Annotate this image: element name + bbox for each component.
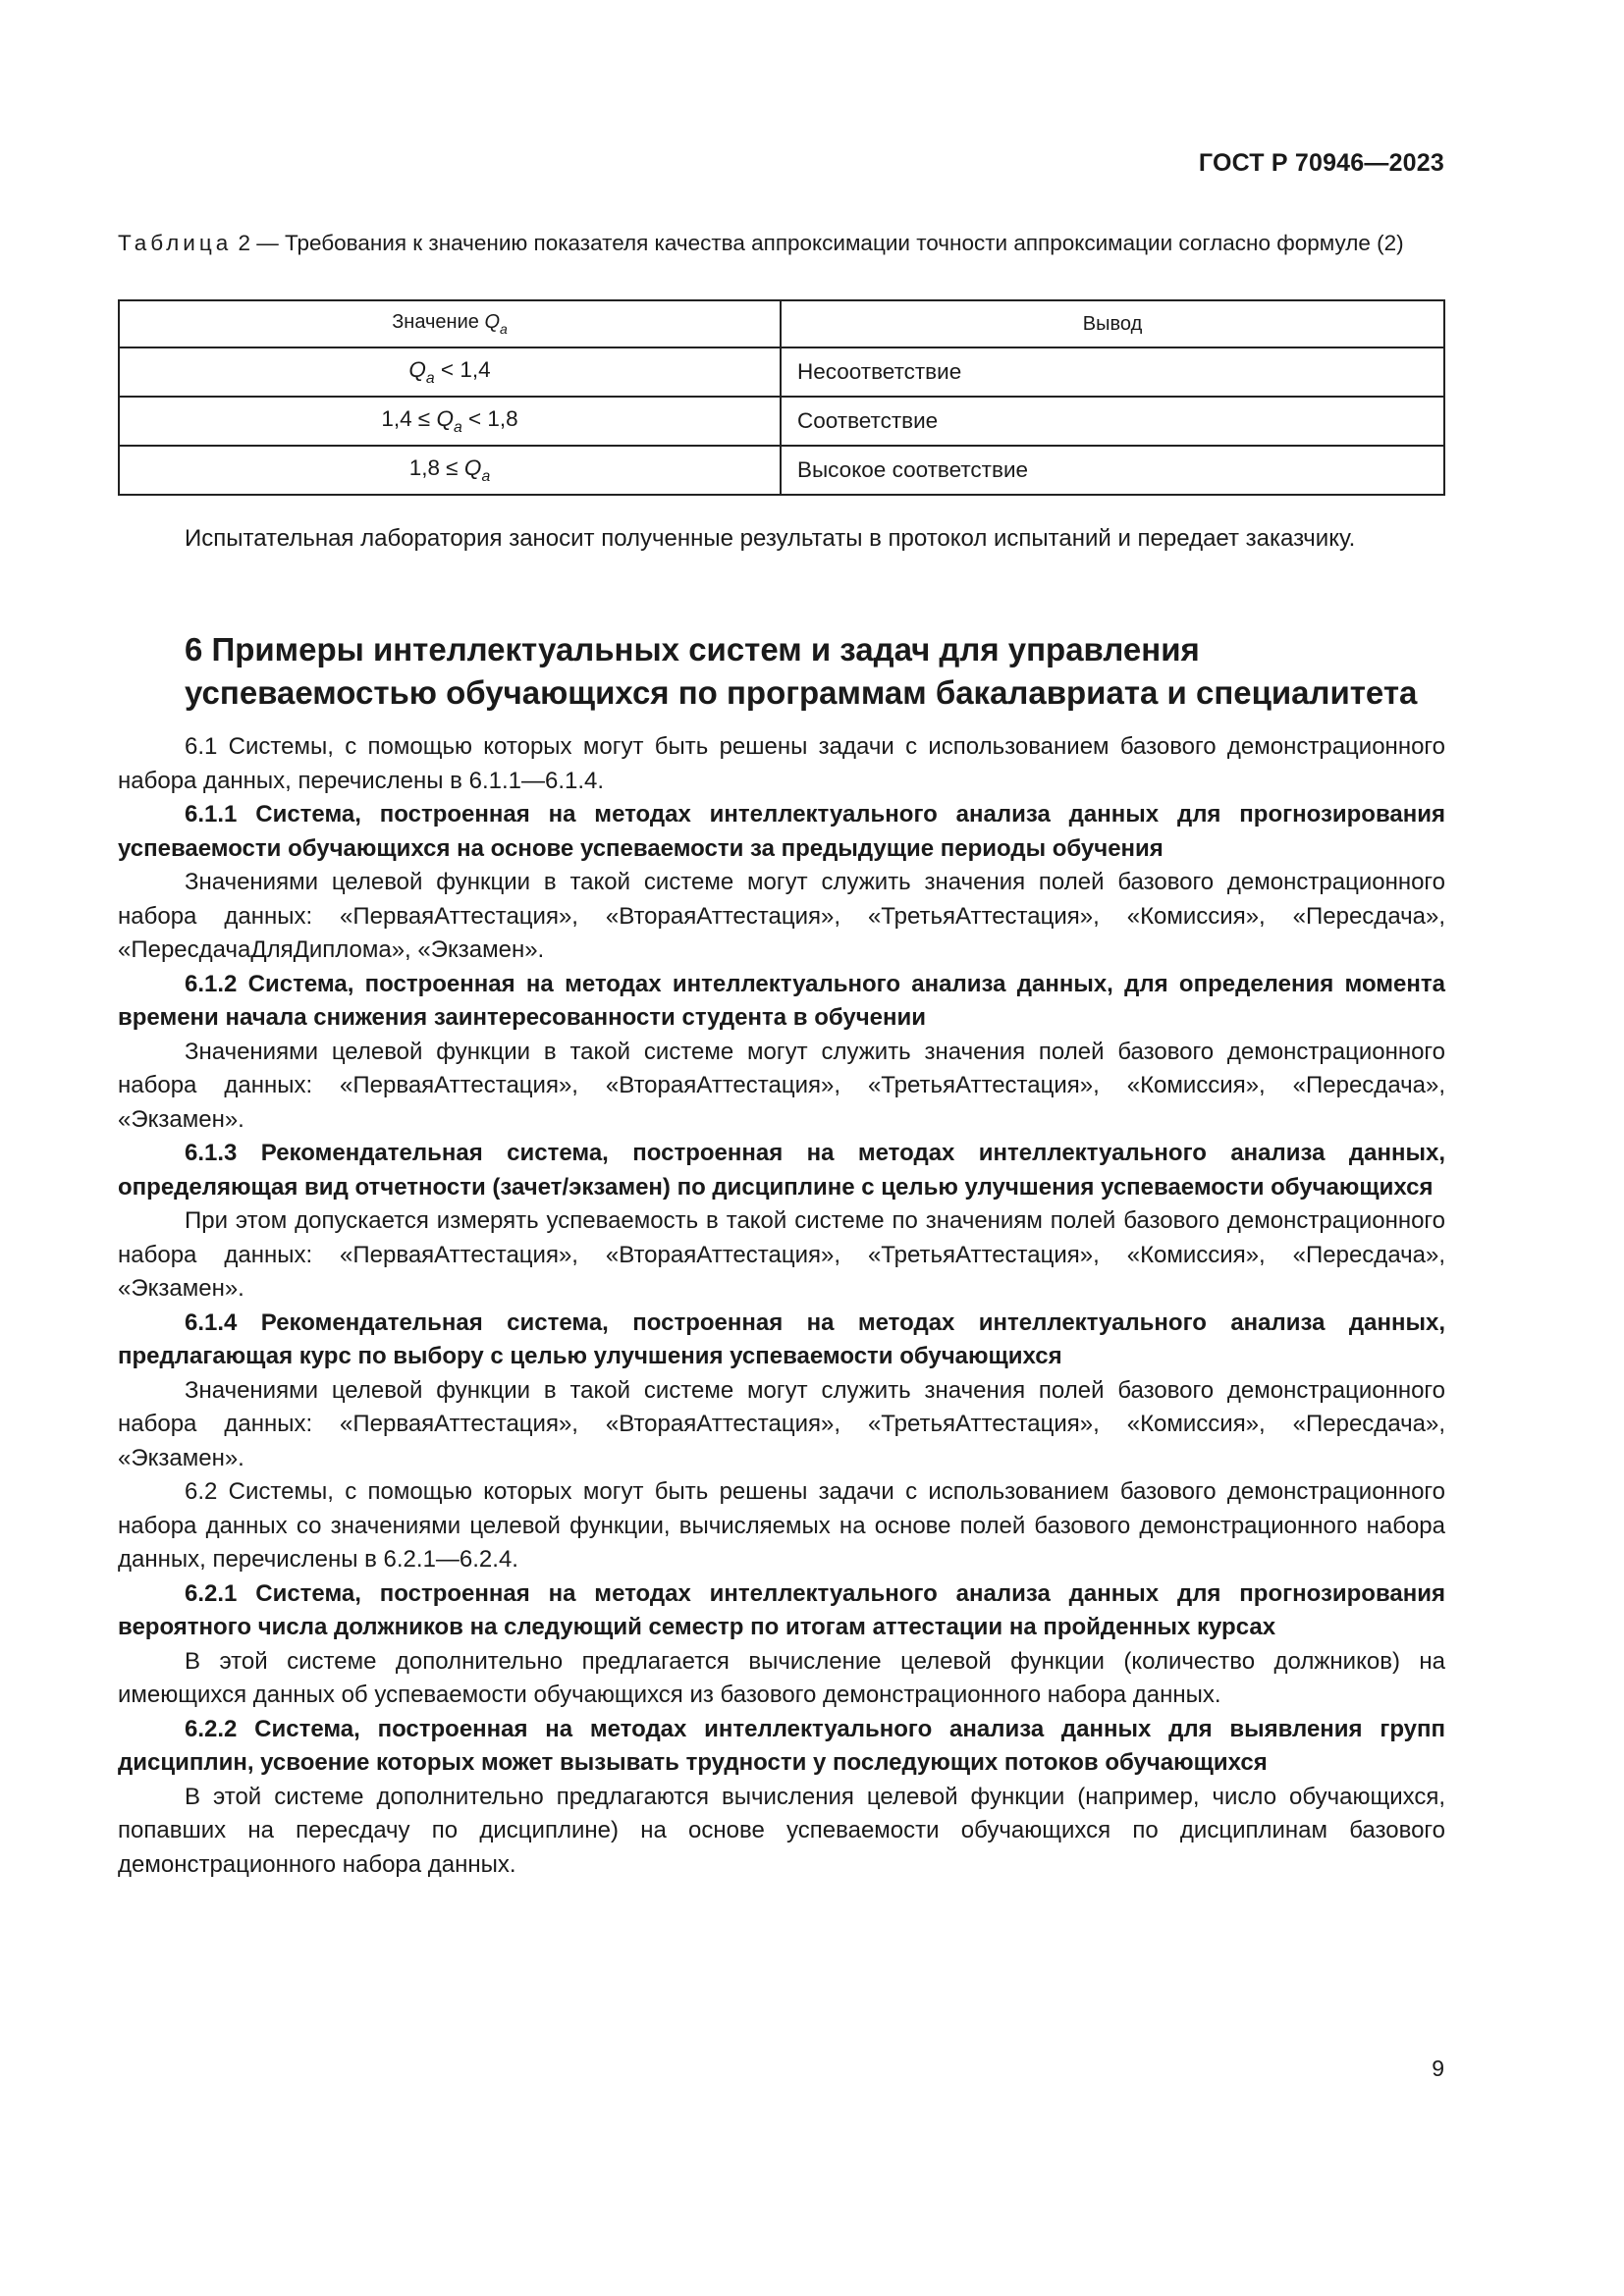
table-cell-verdict: Соответствие: [781, 397, 1444, 446]
page-number: 9: [1432, 2056, 1444, 2081]
paragraph-6-1-3: При этом допускается измерять успеваемость в такой системе по значениям полей базового демонстрационного набора данных: «ПерваяАттестация», «ВтораяАттестация», «ТретьяАттестация», «Комиссия», «Пересдача», «Экзамен».: [118, 1207, 1445, 1302]
paragraph-6-2-1: В этой системе дополнительно предлагается вычисление целевой функции (количество должников) на имеющихся данных об успеваемости обучающихся из базового демонстрационного набора данных.: [118, 1647, 1445, 1708]
after-table-block: [118, 522, 1445, 557]
table-cell-range: $1,4 \le Q_a < 1,8$: [119, 397, 781, 446]
column-header-value: Значение $Q_a$: [119, 300, 781, 347]
table-cell-verdict: Высокое соответствие: [781, 446, 1444, 495]
table-header-row: [119, 300, 1444, 347]
heading-6-2-1: 6.2.1 Система, построенная на методах интеллектуального анализа данных для прогнозирования вероятного числа должников на следующий семестр по итогам аттестации на пройденных курсах: [118, 1579, 1445, 1640]
heading-6-1-2: 6.1.2 Система, построенная на методах интеллектуального анализа данных, для определения момента времени начала снижения заинтересованности студента в обучении: [118, 970, 1445, 1031]
table-cell-range: $Q_a < 1,4$: [119, 347, 781, 397]
paragraph-6-1: 6.1 Системы, с помощью которых могут быть решены задачи с использованием базового демонстрационного набора данных, перечислены в 6.1.1—6.1.4.: [118, 733, 1445, 794]
table-row: [119, 347, 1444, 397]
column-header-verdict: Вывод: [781, 300, 1444, 347]
table-row: [119, 397, 1444, 446]
after-table-paragraph: Испытательная лаборатория заносит полученные результаты в протокол испытаний и передает заказчику.: [185, 525, 1356, 552]
section-6-heading: 6 Примеры интеллектуальных систем и задач для управления успеваемостью обучающихся по программам бакалавриата и специалитета: [185, 631, 1418, 711]
table-caption: [118, 228, 1445, 259]
heading-6-1-3: 6.1.3 Рекомендательная система, построенная на методах интеллектуального анализа данных, определяющая вид отчетности (зачет/экзамен) по дисциплине с целью улучшения успеваемости обучающихся: [118, 1140, 1445, 1201]
heading-6-2-2: 6.2.2 Система, построенная на методах интеллектуального анализа данных для выявления групп дисциплин, усвоение которых может вызывать трудности у последующих потоков обучающихся: [118, 1715, 1445, 1776]
table-row: [119, 446, 1444, 495]
paragraph-6-2-2: В этой системе дополнительно предлагаются вычисления целевой функции (например, число обучающихся, попавших на пересдачу по дисциплине) на основе успеваемости обучающихся по дисциплинам базового демонстрационного набора данных.: [118, 1783, 1445, 1878]
standard-header: ГОСТ Р 70946—2023: [1198, 149, 1444, 177]
table-caption-word: Таблица: [118, 231, 233, 255]
paragraph-6-1-1: Значениями целевой функции в такой системе могут служить значения полей базового демонстрационного набора данных: «ПерваяАттестация», «ВтораяАттестация», «ТретьяАттестация», «Комиссия», «Пересдача», «ПересдачаДляДиплома», «Экзамен».: [118, 869, 1445, 963]
paragraph-6-2: 6.2 Системы, с помощью которых могут быть решены задачи с использованием базового демонстрационного набора данных со значениями целевой функции, вычисляемых на основе полей базового демонстрационного набора данных, перечислены в 6.2.1—6.2.4.: [118, 1478, 1445, 1573]
table-cell-range: $1,8 \le Q_a$: [119, 446, 781, 495]
requirements-table: [118, 299, 1445, 496]
paragraph-6-1-4: Значениями целевой функции в такой системе могут служить значения полей базового демонстрационного набора данных: «ПерваяАттестация», «ВтораяАттестация», «ТретьяАттестация», «Комиссия», «Пересдача», «Экзамен».: [118, 1376, 1445, 1471]
section-6-body: [118, 730, 1445, 1882]
heading-6-1-1: 6.1.1 Система, построенная на методах интеллектуального анализа данных для прогнозирования успеваемости обучающихся на основе успеваемости за предыдущие периоды обучения: [118, 801, 1445, 862]
paragraph-6-1-2: Значениями целевой функции в такой системе могут служить значения полей базового демонстрационного набора данных: «ПерваяАттестация», «ВтораяАттестация», «ТретьяАттестация», «Комиссия», «Пересдача», «Экзамен».: [118, 1038, 1445, 1133]
table-caption-text: 2 — Требования к значению показателя качества аппроксимации точности аппроксимации согласно формуле (2): [232, 231, 1404, 255]
heading-6-1-4: 6.1.4 Рекомендательная система, построенная на методах интеллектуального анализа данных, предлагающая курс по выбору с целью улучшения успеваемости обучающихся: [118, 1308, 1445, 1369]
table-cell-verdict: Несоответствие: [781, 347, 1444, 397]
